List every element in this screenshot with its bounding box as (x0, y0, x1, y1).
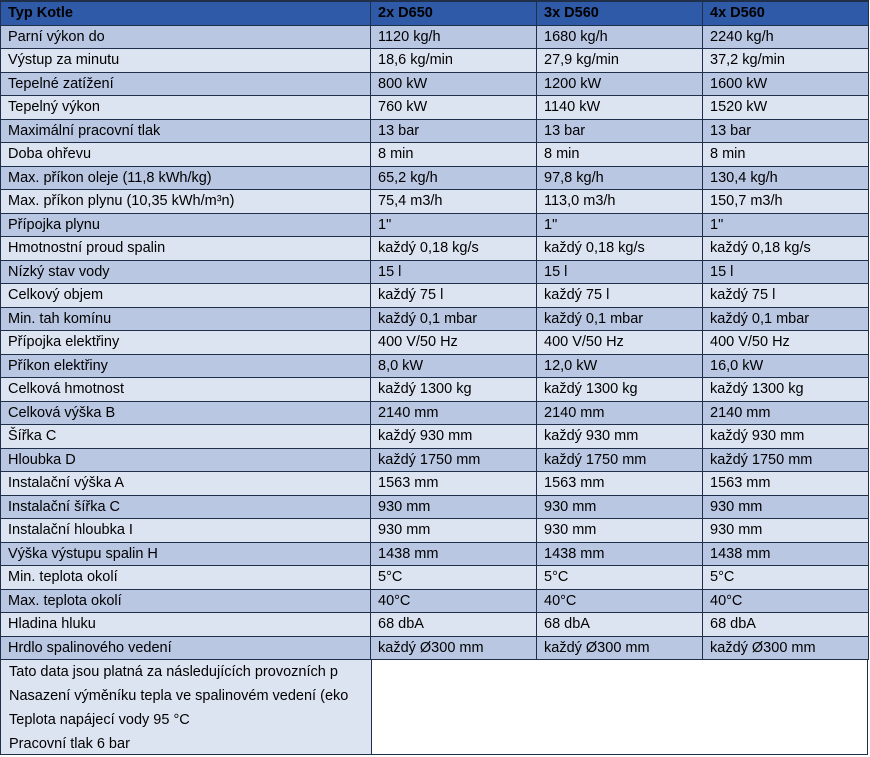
value-2x-d650: každý 75 l (371, 284, 537, 308)
note-line: Teplota napájecí vody 95 °C (9, 712, 190, 728)
table-row (1, 542, 869, 566)
row-label: Hmotnostní proud spalin (1, 237, 371, 261)
notes-panel (0, 660, 868, 755)
value-2x-d650: 1563 mm (371, 472, 537, 496)
value-4x-d560: 2140 mm (703, 401, 869, 425)
row-label: Tepelné zatížení (1, 72, 371, 96)
value-4x-d560: každý 75 l (703, 284, 869, 308)
row-label: Příkon elektřiny (1, 354, 371, 378)
row-label: Max. příkon plynu (10,35 kWh/m³n) (1, 190, 371, 214)
value-4x-d560: každý 1750 mm (703, 448, 869, 472)
table-row (1, 96, 869, 120)
table-row (1, 425, 869, 449)
table-row (1, 72, 869, 96)
value-3x-d560: 1438 mm (537, 542, 703, 566)
value-2x-d650: 8,0 kW (371, 354, 537, 378)
value-2x-d650: 75,4 m3/h (371, 190, 537, 214)
table-row (1, 378, 869, 402)
value-3x-d560: každý 75 l (537, 284, 703, 308)
value-3x-d560: 27,9 kg/min (537, 49, 703, 73)
value-3x-d560: každý 0,1 mbar (537, 307, 703, 331)
table-row (1, 25, 869, 49)
value-3x-d560: každý 1300 kg (537, 378, 703, 402)
value-4x-d560: 5°C (703, 566, 869, 590)
header-3x-d560: 3x D560 (537, 1, 703, 25)
value-2x-d650: 1" (371, 213, 537, 237)
row-label: Šířka C (1, 425, 371, 449)
value-2x-d650: 68 dbA (371, 613, 537, 637)
row-label: Maximální pracovní tlak (1, 119, 371, 143)
value-4x-d560: 1520 kW (703, 96, 869, 120)
value-4x-d560: 13 bar (703, 119, 869, 143)
value-4x-d560: 150,7 m3/h (703, 190, 869, 214)
row-label: Instalační hloubka I (1, 519, 371, 543)
value-3x-d560: 5°C (537, 566, 703, 590)
value-4x-d560: 1563 mm (703, 472, 869, 496)
row-label: Výška výstupu spalin H (1, 542, 371, 566)
value-4x-d560: 930 mm (703, 495, 869, 519)
note-line: Nasazení výměníku tepla ve spalinovém vedení (eko (9, 688, 349, 704)
table-row (1, 143, 869, 167)
value-2x-d650: 930 mm (371, 495, 537, 519)
table-row (1, 331, 869, 355)
row-label: Min. teplota okolí (1, 566, 371, 590)
note-line: Pracovní tlak 6 bar (9, 736, 130, 752)
value-3x-d560: 68 dbA (537, 613, 703, 637)
value-3x-d560: 2140 mm (537, 401, 703, 425)
value-4x-d560: 930 mm (703, 519, 869, 543)
value-3x-d560: každý 0,18 kg/s (537, 237, 703, 261)
value-4x-d560: každý Ø300 mm (703, 636, 869, 660)
row-label: Celkový objem (1, 284, 371, 308)
row-label: Hrdlo spalinového vedení (1, 636, 371, 660)
table-row (1, 213, 869, 237)
value-4x-d560: každý 0,18 kg/s (703, 237, 869, 261)
value-2x-d650: 400 V/50 Hz (371, 331, 537, 355)
row-label: Max. teplota okolí (1, 589, 371, 613)
value-2x-d650: 5°C (371, 566, 537, 590)
value-3x-d560: 15 l (537, 260, 703, 284)
row-label: Instalační šířka C (1, 495, 371, 519)
value-4x-d560: 2240 kg/h (703, 25, 869, 49)
value-2x-d650: 2140 mm (371, 401, 537, 425)
header-2x-d650: 2x D650 (371, 1, 537, 25)
value-3x-d560: 930 mm (537, 519, 703, 543)
value-3x-d560: 930 mm (537, 495, 703, 519)
row-label: Instalační výška A (1, 472, 371, 496)
value-3x-d560: každý 1750 mm (537, 448, 703, 472)
value-2x-d650: 18,6 kg/min (371, 49, 537, 73)
value-2x-d650: 65,2 kg/h (371, 166, 537, 190)
notes-text-cell (1, 660, 371, 754)
value-3x-d560: 1563 mm (537, 472, 703, 496)
value-4x-d560: 15 l (703, 260, 869, 284)
row-label: Max. příkon oleje (11,8 kWh/kg) (1, 166, 371, 190)
value-4x-d560: 37,2 kg/min (703, 49, 869, 73)
table-row (1, 401, 869, 425)
row-label: Parní výkon do (1, 25, 371, 49)
row-label: Hloubka D (1, 448, 371, 472)
table-row (1, 566, 869, 590)
value-2x-d650: 1120 kg/h (371, 25, 537, 49)
value-3x-d560: 1680 kg/h (537, 25, 703, 49)
value-4x-d560: 68 dbA (703, 613, 869, 637)
table-row (1, 613, 869, 637)
table-row (1, 284, 869, 308)
value-2x-d650: 40°C (371, 589, 537, 613)
note-line: Tato data jsou platná za následujících provozních p (9, 664, 338, 680)
row-label: Výstup za minutu (1, 49, 371, 73)
value-3x-d560: 40°C (537, 589, 703, 613)
value-4x-d560: 1600 kW (703, 72, 869, 96)
table-row (1, 519, 869, 543)
value-2x-d650: každý 1750 mm (371, 448, 537, 472)
table-row (1, 49, 869, 73)
table-row (1, 354, 869, 378)
value-4x-d560: každý 930 mm (703, 425, 869, 449)
value-3x-d560: 12,0 kW (537, 354, 703, 378)
row-label: Min. tah komínu (1, 307, 371, 331)
table-row (1, 589, 869, 613)
row-label: Celková hmotnost (1, 378, 371, 402)
header-type: Typ Kotle (1, 1, 371, 25)
value-2x-d650: 760 kW (371, 96, 537, 120)
header-row (1, 1, 869, 25)
table-row (1, 495, 869, 519)
value-4x-d560: každý 1300 kg (703, 378, 869, 402)
row-label: Hladina hluku (1, 613, 371, 637)
table-row (1, 307, 869, 331)
header-4x-d560: 4x D560 (703, 1, 869, 25)
value-2x-d650: každý Ø300 mm (371, 636, 537, 660)
table-row (1, 119, 869, 143)
value-3x-d560: 8 min (537, 143, 703, 167)
value-4x-d560: 130,4 kg/h (703, 166, 869, 190)
value-3x-d560: každý 930 mm (537, 425, 703, 449)
value-3x-d560: 1200 kW (537, 72, 703, 96)
table-row (1, 472, 869, 496)
row-label: Přípojka elektřiny (1, 331, 371, 355)
value-3x-d560: 97,8 kg/h (537, 166, 703, 190)
value-2x-d650: 1438 mm (371, 542, 537, 566)
table-row (1, 448, 869, 472)
table-row (1, 237, 869, 261)
value-2x-d650: každý 0,18 kg/s (371, 237, 537, 261)
value-3x-d560: 400 V/50 Hz (537, 331, 703, 355)
table-row (1, 636, 869, 660)
value-4x-d560: 16,0 kW (703, 354, 869, 378)
value-2x-d650: každý 0,1 mbar (371, 307, 537, 331)
value-4x-d560: 1438 mm (703, 542, 869, 566)
notes-overlay-cell (371, 660, 868, 754)
value-2x-d650: každý 1300 kg (371, 378, 537, 402)
row-label: Doba ohřevu (1, 143, 371, 167)
row-label: Celková výška B (1, 401, 371, 425)
value-3x-d560: 113,0 m3/h (537, 190, 703, 214)
table-row (1, 166, 869, 190)
value-4x-d560: 400 V/50 Hz (703, 331, 869, 355)
table-body (1, 25, 869, 660)
value-4x-d560: 40°C (703, 589, 869, 613)
value-2x-d650: 930 mm (371, 519, 537, 543)
row-label: Tepelný výkon (1, 96, 371, 120)
row-label: Nízký stav vody (1, 260, 371, 284)
row-label: Přípojka plynu (1, 213, 371, 237)
table-row (1, 260, 869, 284)
value-2x-d650: 800 kW (371, 72, 537, 96)
value-4x-d560: 1" (703, 213, 869, 237)
value-2x-d650: 13 bar (371, 119, 537, 143)
value-3x-d560: 1" (537, 213, 703, 237)
table-row (1, 190, 869, 214)
value-4x-d560: každý 0,1 mbar (703, 307, 869, 331)
value-2x-d650: každý 930 mm (371, 425, 537, 449)
value-3x-d560: 1140 kW (537, 96, 703, 120)
value-3x-d560: každý Ø300 mm (537, 636, 703, 660)
value-2x-d650: 8 min (371, 143, 537, 167)
value-4x-d560: 8 min (703, 143, 869, 167)
value-2x-d650: 15 l (371, 260, 537, 284)
value-3x-d560: 13 bar (537, 119, 703, 143)
